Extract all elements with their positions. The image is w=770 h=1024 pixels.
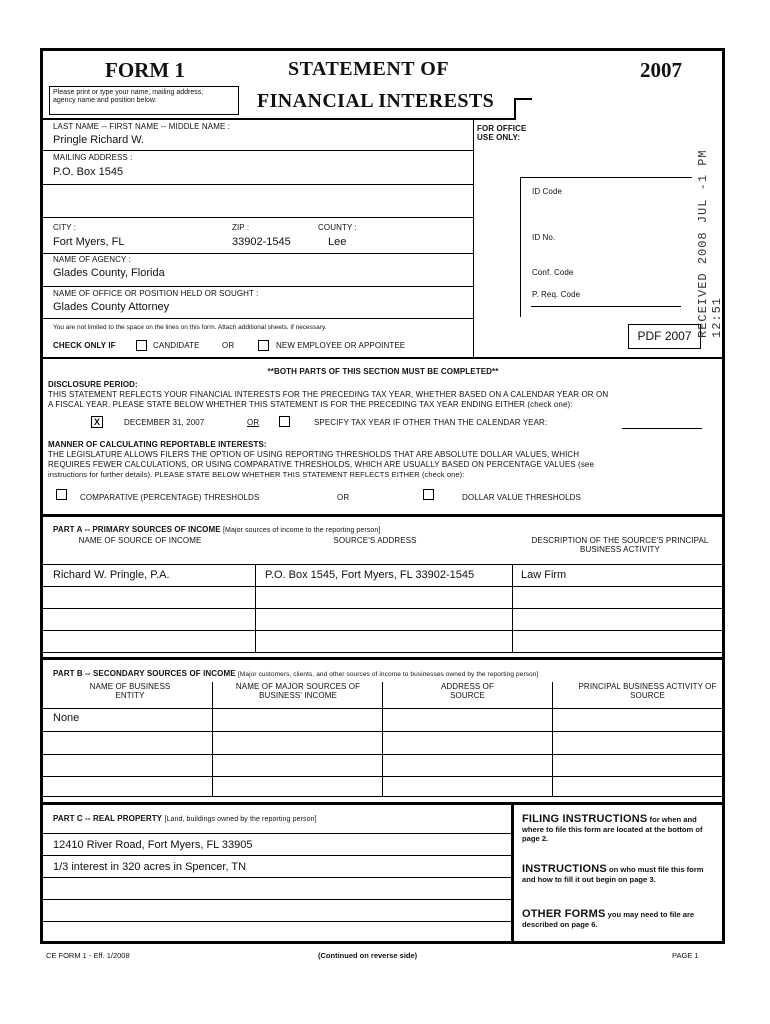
part-b-heading-row	[53, 670, 538, 679]
office-use-rule	[520, 177, 692, 178]
part-b-col-activity: PRINCIPAL BUSINESS ACTIVITY OF SOURCE	[578, 682, 717, 700]
filing-instructions-title: FILING INSTRUCTIONS	[522, 813, 648, 825]
part-a-row-rule-1	[43, 586, 723, 587]
part-b-heading: PART B -- SECONDARY SOURCES OF INCOME	[53, 669, 236, 678]
pdf-stamp-box	[628, 324, 701, 349]
part-c-rule-top	[43, 802, 723, 805]
county-label: COUNTY :	[318, 223, 357, 232]
new-employee-label: NEW EMPLOYEE OR APPOINTEE	[276, 341, 406, 350]
p-req-code-label: P. Req. Code	[532, 290, 581, 299]
received-stamp-text: RECEIVED 2008 JUL -1 PM 12:51	[696, 149, 724, 338]
comparative-label: COMPARATIVE (PERCENTAGE) THRESHOLDS	[80, 493, 260, 502]
part-a-row-rule-4	[43, 652, 723, 653]
part-b-rule-top	[43, 657, 723, 660]
frame-left	[40, 48, 43, 943]
part-b-row-rule-3	[43, 776, 723, 777]
office-use-vrule	[520, 177, 521, 317]
manner-heading: MANNER OF CALCULATING REPORTABLE INTERESTS:	[48, 440, 267, 449]
part-b-col-sources: NAME OF MAJOR SOURCES OF BUSINESS' INCOME	[235, 682, 361, 700]
part-c-divider	[511, 805, 514, 943]
part-a-col-name: NAME OF SOURCE OF INCOME	[78, 536, 202, 545]
part-c-row-rule-4	[43, 921, 511, 922]
dollar-checkbox[interactable]	[423, 489, 434, 500]
footer-continued: (Continued on reverse side)	[318, 951, 418, 960]
mailing-label: MAILING ADDRESS :	[53, 153, 133, 162]
footer-form-id: CE FORM 1 - Eff. 1/2008	[46, 951, 130, 960]
statement-title-line2: FINANCIAL INTERESTS	[257, 90, 495, 112]
frame-top	[40, 48, 725, 51]
id-no-label: ID No.	[532, 233, 556, 242]
part-b-cell[interactable]: None	[53, 712, 80, 724]
part-c-row-rule-1	[43, 855, 511, 856]
instructions-title: INSTRUCTIONS	[522, 863, 607, 875]
candidate-label: CANDIDATE	[153, 341, 200, 350]
mailing-value[interactable]: P.O. Box 1545	[53, 166, 124, 178]
candidate-checkbox[interactable]	[136, 340, 147, 351]
form-title: FORM 1	[105, 58, 185, 82]
other-forms	[522, 908, 716, 930]
part-b-row-rule-1	[43, 731, 723, 732]
both-parts-note: **BOTH PARTS OF THIS SECTION MUST BE COMPLETED**	[267, 367, 499, 376]
agency-value[interactable]: Glades County, Florida	[53, 267, 165, 279]
specify-rule	[622, 428, 702, 429]
part-b-col-div-3	[552, 682, 553, 796]
part-a-col-activity: DESCRIPTION OF THE SOURCE'S PRINCIPAL BUSINESS ACTIVITY	[531, 536, 709, 554]
check-or: OR	[222, 341, 235, 350]
period-or: OR	[247, 418, 260, 427]
disclosure-period-heading: DISCLOSURE PERIOD:	[48, 380, 138, 389]
zip-value[interactable]: 33902-1545	[232, 236, 291, 248]
rule-city	[43, 253, 473, 254]
part-a-cell[interactable]: Law Firm	[521, 569, 567, 581]
part-c-heading-row	[53, 815, 317, 824]
filing-instructions-text: for when and where to file this form are located at the bottom of page 2.	[522, 815, 703, 843]
rule-agency	[43, 286, 473, 287]
manner-or: OR	[337, 493, 350, 502]
dollar-label: DOLLAR VALUE THRESHOLDS	[462, 493, 581, 502]
conf-code-label: Conf. Code	[532, 268, 574, 277]
part-a-subheading: [Major sources of income to the reporting person]	[222, 527, 381, 534]
who-must-file	[522, 863, 716, 885]
office-value[interactable]: Glades County Attorney	[53, 301, 170, 313]
part-a-rule-top	[43, 514, 723, 517]
header-tab-top	[514, 98, 532, 100]
december-checkbox[interactable]: X	[91, 416, 103, 428]
filing-instructions	[522, 813, 716, 844]
part-b-col-div-1	[212, 682, 213, 796]
office-label: NAME OF OFFICE OR POSITION HELD OR SOUGHT :	[53, 289, 259, 298]
statement-title-line1: STATEMENT OF	[288, 58, 450, 80]
december-label: DECEMBER 31, 2007	[124, 418, 205, 427]
manner-text-3: instructions for further details). PLEASE STATE BELOW WHETHER THIS STATEMENT REFLECTS EITHER (check one):	[48, 470, 465, 479]
p-req-rule	[531, 306, 681, 307]
part-c-row-rule-2	[43, 877, 511, 878]
office-use-label: FOR OFFICE USE ONLY:	[477, 124, 527, 142]
disclosure-period-text-2: A FISCAL YEAR. PLEASE STATE BELOW WHETHER THIS STATEMENT IS FOR THE PRECEDING TAX YEAR ENDING EITHER (check one):	[48, 400, 573, 409]
info-divider	[473, 120, 474, 357]
part-b-head-rule	[43, 708, 723, 709]
part-a-cell[interactable]: Richard W. Pringle, P.A.	[53, 569, 170, 581]
city-value[interactable]: Fort Myers, FL	[53, 236, 125, 248]
check-only-if: CHECK ONLY IF	[53, 341, 116, 350]
part-a-heading: PART A -- PRIMARY SOURCES OF INCOME	[53, 525, 221, 534]
footer-page: PAGE 1	[672, 951, 699, 960]
print-instruction: Please print or type your name, mailing address, agency name and position below:	[53, 89, 204, 104]
part-a-row-rule-3	[43, 630, 723, 631]
rule-mailing	[43, 184, 473, 185]
name-value[interactable]: Pringle Richard W.	[53, 134, 145, 146]
new-employee-checkbox[interactable]	[258, 340, 269, 351]
part-c-row-rule-3	[43, 899, 511, 900]
form-year: 2007	[640, 58, 682, 82]
rule-mailing2	[43, 217, 473, 218]
part-c-subheading: [Land, buildings owned by the reporting person]	[164, 816, 317, 823]
specify-checkbox[interactable]	[279, 416, 290, 427]
part-b-row-rule-4	[43, 796, 723, 797]
part-c-row[interactable]: 12410 River Road, Fort Myers, FL 33905	[53, 839, 253, 851]
agency-label: NAME OF AGENCY :	[53, 255, 131, 264]
frame-bottom	[40, 941, 725, 944]
comparative-checkbox[interactable]	[56, 489, 67, 500]
part-a-col-address: SOURCE'S ADDRESS	[333, 536, 417, 545]
zip-label: ZIP :	[232, 223, 250, 232]
name-label: LAST NAME -- FIRST NAME -- MIDDLE NAME :	[53, 122, 231, 131]
part-b-col-div-2	[382, 682, 383, 796]
header-rule	[43, 118, 515, 120]
other-forms-title: OTHER FORMS	[522, 908, 606, 920]
county-value[interactable]: Lee	[328, 236, 347, 248]
manner-text-2: REQUIRES FEWER CALCULATIONS, OR USING COMPARATIVE THRESHOLDS, WHICH ARE USUALLY BASED ON PERCENTAGE VALUES (see	[48, 460, 595, 469]
part-c-row[interactable]: 1/3 interest in 320 acres in Spencer, TN	[53, 861, 247, 873]
part-a-row-rule-2	[43, 608, 723, 609]
part-c-head-rule	[43, 833, 511, 834]
instructions-text: on who must file this form and how to fill it out begin on page 3.	[522, 865, 704, 884]
part-b-col-entity: NAME OF BUSINESS ENTITY	[89, 682, 171, 700]
part-b-subheading: [Major customers, clients, and other sources of income to businesses owned by the reporting person]	[238, 671, 539, 678]
part-a-heading-row	[53, 526, 380, 535]
rule-office	[43, 318, 473, 319]
part-b-col-address: ADDRESS OF SOURCE	[440, 682, 494, 700]
part-a-cell[interactable]: P.O. Box 1545, Fort Myers, FL 33902-1545	[265, 569, 475, 581]
header-tab-right	[514, 98, 516, 120]
received-stamp	[696, 132, 724, 338]
part-b-row-rule-2	[43, 754, 723, 755]
disclosure-period-text-1: THIS STATEMENT REFLECTS YOUR FINANCIAL INTERESTS FOR THE PRECEDING TAX YEAR, WHETHER BASED ON A CALENDAR YEAR OR ON	[48, 390, 609, 399]
attach-note: You are not limited to the space on the lines on this form. Attach additional sheets, if necessary.	[53, 324, 327, 331]
rule-name	[43, 150, 473, 151]
print-instruction-box	[49, 86, 239, 115]
manner-text-1: THE LEGISLATURE ALLOWS FILERS THE OPTION OF USING REPORTING THRESHOLDS THAT ARE ABSOLUTE DOLLAR VALUES, WHICH	[48, 450, 580, 459]
city-label: CITY :	[53, 223, 77, 232]
pdf-stamp: PDF 2007	[637, 329, 692, 343]
part-a-head-rule	[43, 564, 723, 565]
specify-label: SPECIFY TAX YEAR IF OTHER THAN THE CALENDAR YEAR:	[314, 418, 548, 427]
id-code-label: ID Code	[532, 187, 563, 196]
disclosure-rule-top	[43, 357, 723, 359]
other-forms-text: you may need to file are described on page 6.	[522, 910, 695, 929]
part-c-heading: PART C -- REAL PROPERTY	[53, 814, 163, 823]
